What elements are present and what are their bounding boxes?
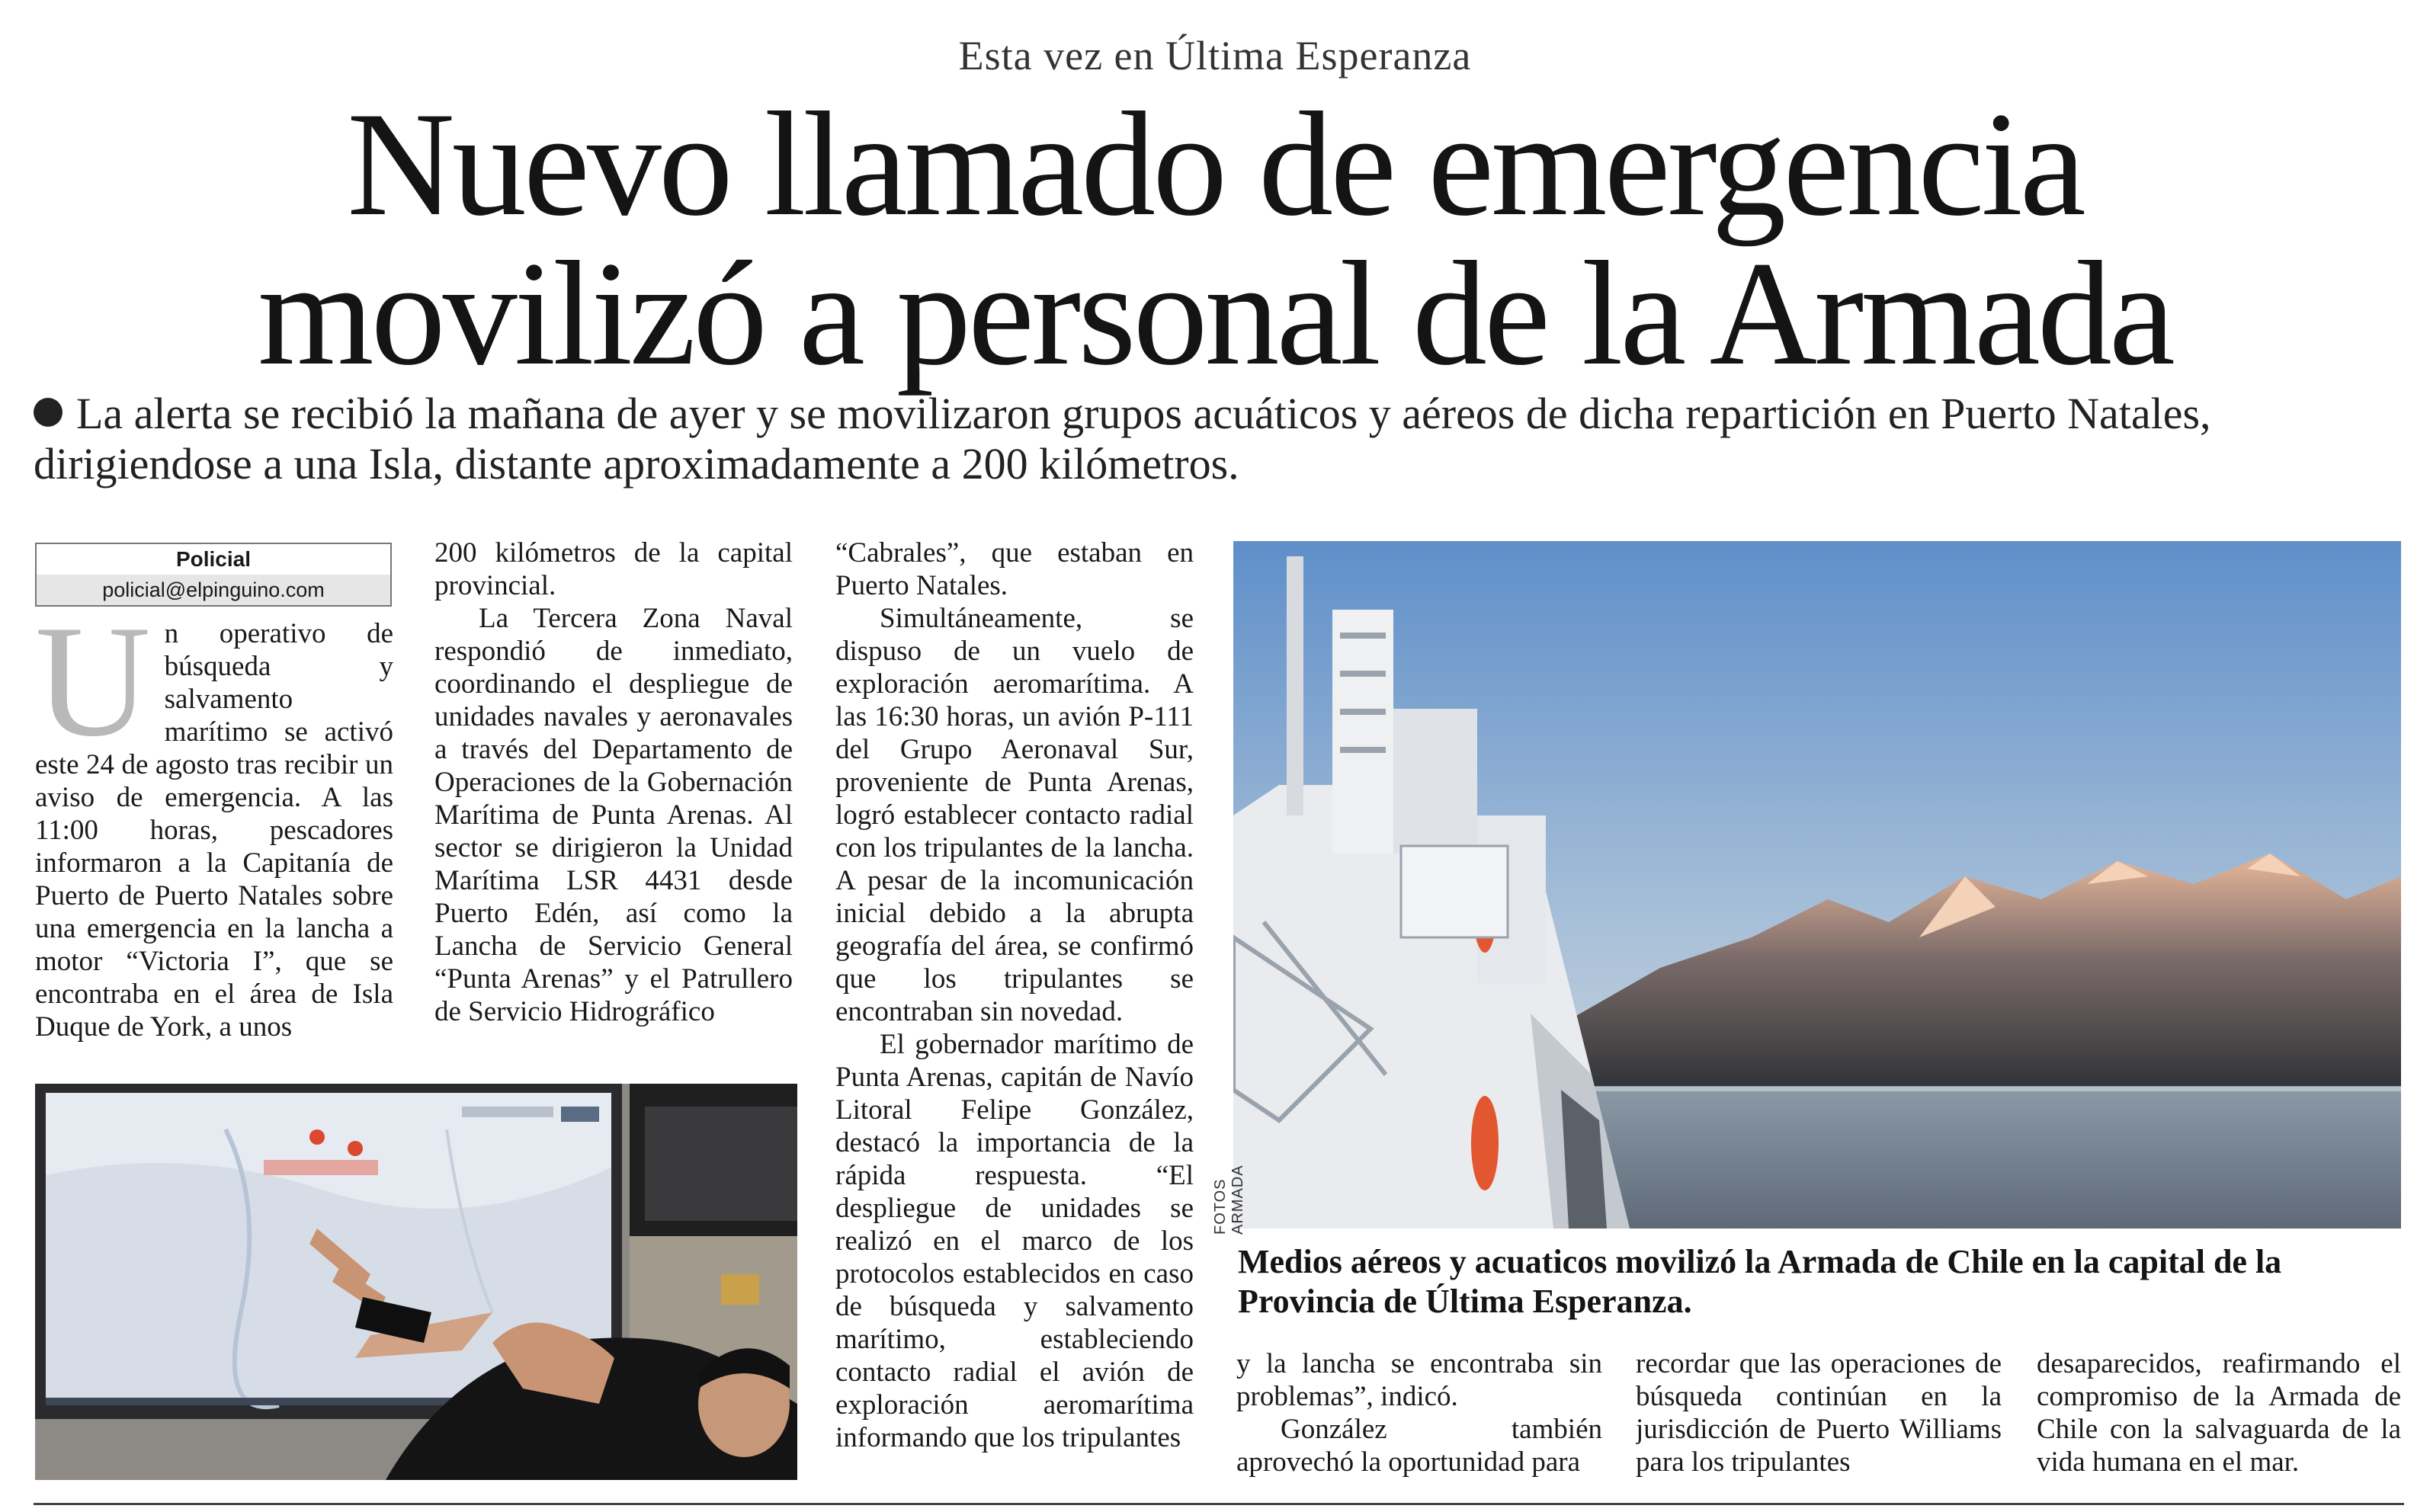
bullet-icon	[34, 398, 63, 427]
article-subheading	[34, 389, 2404, 489]
subhead-text: La alerta se recibió la mañana de ayer y se movilizaron grupos acuáticos y aéreos de dicha repartición en Puerto Natales, dirigiendose a una Isla, distante aproximadamente a 200 kilómetros.	[34, 389, 2211, 489]
column-2-paragraph-1: 200 kilómetros de la capital provincial.	[434, 537, 793, 601]
column-1-paragraph-1: n operativo de búsqueda y salvamento marítimo se activó este 24 de agosto tras recibir un aviso de emergencia. A las 11:00 horas, pescadores informaron a la Capitanía de Puerto de Puerto Natales sobre una emergencia en la lancha a motor “Victoria I”, que se encontraba en el área de Isla Duque de York, a unos	[35, 618, 393, 1043]
article-column-2	[434, 537, 793, 1070]
column-4-paragraph-1: y la lancha se encontraba sin problemas”, indicó.	[1236, 1348, 1602, 1412]
column-6-paragraph-1: desaparecidos, reafirmando el compromiso de la Armada de Chile con la salvaguarda de la vida humana en el mar.	[2037, 1348, 2401, 1478]
photo-caption: Medios aéreos y acuaticos movilizó la Armada de Chile en la capital de la Provincia de Última Esperanza.	[1238, 1243, 2282, 1320]
section-byline-box	[35, 543, 392, 607]
article-column-6	[2037, 1347, 2401, 1492]
column-3-paragraph-2: Simultáneamente, se dispuso de un vuelo de exploración aeromarítima. A las 16:30 horas, un avión P-111 del Grupo Aeronaval Sur, proveniente de Punta Arenas, logró establecer contacto radial con los tripulantes de la lancha. A pesar de la incomunicación inicial debido a la abrupta geografía del área, se confirmó que los tripulantes se encontraban sin novedad.	[835, 603, 1194, 1027]
article-headline	[0, 82, 2430, 396]
photo-officer-pointing-at-map	[35, 1084, 797, 1480]
bottom-rule	[34, 1503, 2404, 1505]
column-5-paragraph-1: recordar que las operaciones de búsqueda continúan en la jurisdicción de Puerto Williams para los tripulantes	[1636, 1348, 2002, 1478]
photo-credit: FOTOS ARMADA	[1212, 1164, 1246, 1235]
column-3-paragraph-1: “Cabrales”, que estaban en Puerto Natales.	[835, 537, 1194, 601]
article-column-4	[1236, 1347, 1602, 1492]
article-column-5	[1636, 1347, 2002, 1492]
article-column-3	[835, 537, 1194, 1489]
section-label: Policial	[37, 544, 390, 575]
photo-navy-ship-fjord	[1233, 541, 2401, 1228]
article-kicker: Esta vez en Última Esperanza	[958, 33, 1472, 78]
column-4-paragraph-2: González también aprovechó la oportunidad para	[1236, 1414, 1602, 1478]
column-2-paragraph-2: La Tercera Zona Naval respondió de inmediato, coordinando el despliegue de unidades navales y aeronavales a través del Departamento de Operaciones de la Gobernación Marítima de Punta Arenas. Al sector se dirigieron la Unidad Marítima LSR 4431 desde Puerto Edén, así como la Lancha de Servicio General “Punta Arenas” y el Patrullero de Servicio Hidrográfico	[434, 603, 793, 1027]
dropcap: U	[35, 617, 151, 770]
ship-photo-illustration	[1233, 541, 2401, 1228]
author-email: policial@elpinguino.com	[37, 575, 390, 605]
column-3-paragraph-3: El gobernador marítimo de Punta Arenas, capitán de Navío Litoral Felipe González, destacó la importancia de la rápida respuesta. “El despliegue de unidades se realizó en el marco de los protocolos establecidos en caso de búsqueda y salvamento marítimo, estableciendo contacto radial el avión de exploración aeromarítima informando que los tripulantes	[835, 1029, 1194, 1453]
article-column-1	[35, 617, 393, 1067]
headline-line-2: movilizó a personal de la Armada	[258, 231, 2172, 396]
headline-line-1: Nuevo llamado de emergencia	[347, 82, 2083, 247]
map-photo-illustration	[35, 1084, 797, 1480]
